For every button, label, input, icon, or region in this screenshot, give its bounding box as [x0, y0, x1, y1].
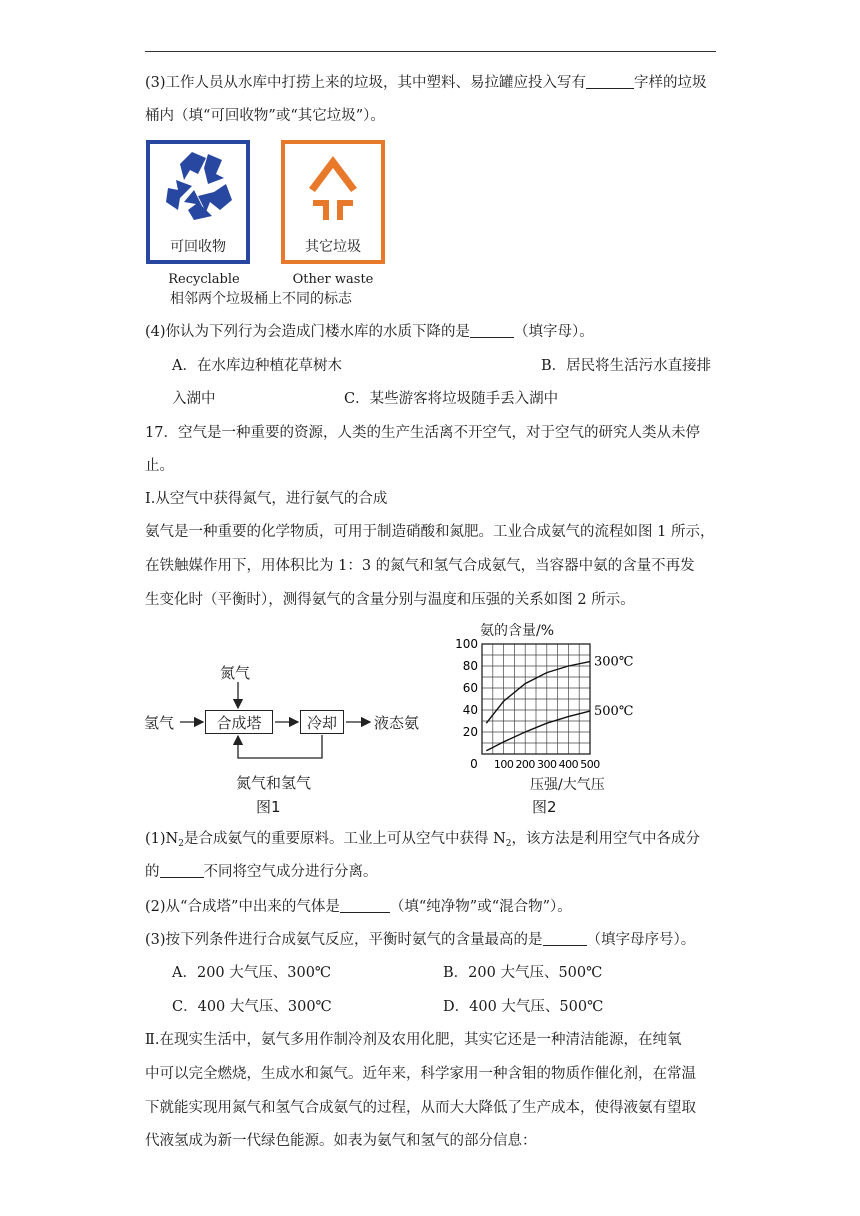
part1-title: Ⅰ.从空气中获得氮气，进行氨气的合成	[145, 491, 388, 507]
sub-q3-option-c: C．400 大气压、300℃	[172, 999, 332, 1015]
sub-q3-option-a: A．200 大气压、300℃	[172, 965, 332, 981]
nitrogen-label: 氮气	[220, 664, 251, 682]
x-tick-label: 200	[515, 758, 535, 771]
answer-blank[interactable]	[543, 931, 587, 946]
q4-option-a: A．在水库边种植花草树木	[172, 358, 342, 374]
series-line	[486, 662, 590, 724]
flow-arrows	[144, 660, 444, 790]
part2-line4: 代液氢成为新一代绿色能源。如表为氨气和氢气的部分信息：	[145, 1133, 537, 1149]
figure-2-caption: 图2	[532, 798, 557, 816]
series-label: 300℃	[594, 654, 634, 670]
top-rule	[145, 51, 716, 52]
q17-line1: 17．空气是一种重要的资源，人类的生产生活离不开空气，对于空气的研究人类从未停	[145, 425, 700, 441]
recyclable-en: Recyclable	[168, 272, 240, 287]
sub-q3-option-b: B．200 大气压、500℃	[443, 965, 603, 981]
q17-p2: 在铁触媒作用下，用体积比为 1：3 的氮气和氢气合成氨气，当容器中氨的含量不再发	[145, 558, 695, 574]
figure-1-flowchart	[144, 660, 444, 820]
hydrogen-label: 氢气	[144, 714, 175, 732]
recycle-gas-label: 氮气和氢气	[236, 774, 312, 792]
part2-line3: 下就能实现用氮气和氢气合成氨气的过程，从而大大降低了生产成本，使得液氨有望取	[145, 1100, 696, 1116]
x-tick-label: 0	[470, 757, 478, 771]
y-tick-label: 100	[455, 637, 478, 651]
figure-1-caption: 图1	[256, 798, 281, 816]
answer-blank[interactable]	[586, 74, 634, 89]
answer-blank[interactable]	[160, 863, 204, 878]
bins-caption: 相邻两个垃圾桶上不同的标志	[170, 291, 352, 307]
y-tick-label: 40	[462, 703, 478, 717]
sub-q1-line2: 的 不同将空气成分进行分离。	[145, 864, 378, 880]
figure-2-chart	[450, 620, 650, 820]
liquid-ammonia-label: 液态氨	[374, 714, 420, 732]
other-waste-en: Other waste	[292, 272, 374, 287]
y-tick-label: 60	[462, 681, 478, 695]
other-waste-bin-sign	[281, 140, 385, 264]
sub-q3-option-d: D．400 大气压、500℃	[443, 999, 604, 1015]
recyclable-label: 可回收物	[170, 239, 226, 255]
chart-x-axis-title: 压强/大气压	[530, 777, 605, 793]
synthesis-tower-box: 合成塔	[205, 710, 273, 734]
q3-line1: (3)工作人员从水库中打捞上来的垃圾，其中塑料、易拉罐应投入写有 字样的垃圾	[145, 75, 707, 91]
sub-q2: (2)从“合成塔”中出来的气体是 （填“纯净物”或“混合物”）。	[145, 899, 572, 915]
y-tick-label: 80	[462, 659, 478, 673]
y-tick-label: 20	[462, 725, 478, 739]
sub-q1-line1: $(1)N_2$是合成氨气的重要原料。工业上可从空气中获得 $N_2$，该方法是利用空气中各成分	[145, 831, 700, 849]
cooling-box: 冷却	[300, 710, 344, 734]
recycle-icon	[150, 144, 246, 236]
answer-blank[interactable]	[470, 323, 514, 338]
part2-line2: 中可以完全燃烧，生成水和氮气。近年来，科学家用一种含钼的物质作催化剂，在常温	[145, 1066, 696, 1082]
q17-p3: 生变化时（平衡时），测得氨气的含量分别与温度和压强的关系如图 2 所示。	[145, 592, 635, 608]
q4-option-b: B．居民将生活污水直接排	[541, 358, 712, 374]
recyclable-bin-sign	[146, 140, 250, 264]
chart-plot	[450, 620, 650, 780]
other-waste-icon	[285, 144, 381, 236]
q3-line2: 桶内（填“可回收物”或“其它垃圾”）。	[145, 108, 385, 124]
sub-q3: (3)按下列条件进行合成氨气反应，平衡时氨气的含量最高的是 （填字母序号）。	[145, 932, 696, 948]
series-label: 500℃	[594, 704, 634, 720]
q4-option-b-cont: 入湖中	[172, 391, 216, 407]
x-tick-label: 100	[493, 758, 514, 771]
x-tick-label: 300	[537, 758, 557, 771]
part2-line1: Ⅱ.在现实生活中，氨气多用作制冷剂及农用化肥，其实它还是一种清洁能源，在纯氧	[145, 1032, 682, 1048]
q4-line1: (4)你认为下列行为会造成门楼水库的水质下降的是 （填字母）。	[145, 324, 594, 340]
other-waste-label: 其它垃圾	[305, 239, 361, 255]
q4-option-c: C．某些游客将垃圾随手丢入湖中	[344, 391, 559, 407]
answer-blank[interactable]	[340, 898, 390, 913]
chart-y-axis-title: 氨的含量/%	[480, 623, 555, 639]
x-tick-label: 400	[558, 758, 579, 771]
x-tick-label: 500	[580, 758, 600, 771]
q17-p1: 氨气是一种重要的化学物质，可用于制造硝酸和氮肥。工业合成氨气的流程如图 1 所示，	[145, 524, 715, 540]
series-line	[486, 711, 590, 751]
q17-line2: 止。	[145, 458, 174, 474]
